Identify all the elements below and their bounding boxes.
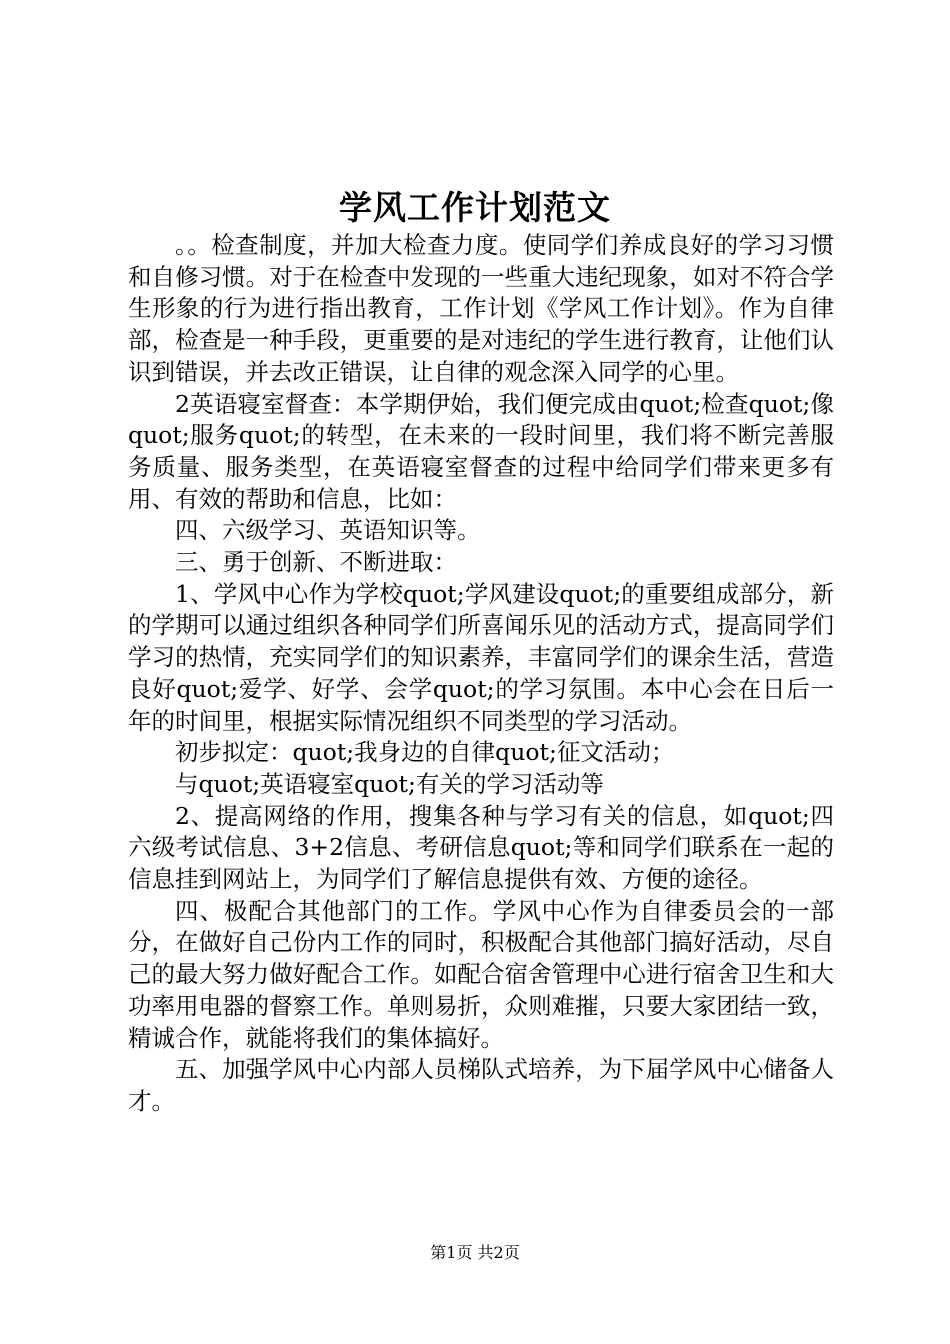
paragraph-9: 四、极配合其他部门的工作。学风中心作为自律委员会的一部分，在做好自己份内工作的同时，积极配合其他部门搞好活动，尽自己的最大努力做好配合工作。如配合宿舍管理中心进行宿舍卫生和大功率用电器的督察工作。单则易折，众则难摧，只要大家团结一致，精诚合作，就能将我们的集体搞好。: [128, 896, 834, 1052]
paragraph-7: 与quot;英语寝室quot;有关的学习活动等: [175, 769, 604, 798]
paragraph-8: 2、提高网络的作用，搜集各种与学习有关的信息，如quot;四六级考试信息、3+2信息、考研信息quot;等和同学们联系在一起的信息挂到网站上，为同学们了解信息提供有效、方便的途径。: [128, 801, 834, 894]
document-title: 学风工作计划范文: [339, 188, 611, 227]
page-footer: 第1页 共2页: [430, 1243, 520, 1262]
paragraph-6: 初步拟定：quot;我身边的自律quot;征文活动；: [175, 738, 675, 767]
paragraph-1: 。。检查制度，并加大检查力度。使同学们养成良好的学习习惯和自修习惯。对于在检查中发现的一些重大违纪现象，如对不符合学生形象的行为进行指出教育，工作计划《学风工作计划》。作为自律部，检查是一种手段，更重要的是对违纪的学生进行教育，让他们认识到错误，并去改正错误，让自律的观念深入同学的心里。: [128, 231, 834, 386]
paragraph-2: 2英语寝室督查：本学期伊始，我们便完成由quot;检查quot;像quot;服务quot;的转型，在未来的一段时间里，我们将不断完善服务质量、服务类型，在英语寝室督查的过程中给同学们带来更多有用、有效的帮助和信息，比如：: [128, 389, 834, 513]
paragraph-5: 1、学风中心作为学校quot;学风建设quot;的重要组成部分，新的学期可以通过组织各种同学们所喜闻乐见的活动方式，提高同学们学习的热情，充实同学们的知识素养，丰富同学们的课余生活，营造良好quot;爱学、好学、会学quot;的学习氛围。本中心会在日后一年的时间里，根据实际情况组织不同类型的学习活动。: [128, 579, 834, 735]
paragraph-4: 三、勇于创新、不断进取：: [175, 548, 457, 577]
document-body: [128, 230, 834, 1118]
paragraph-10: 五、加强学风中心内部人员梯队式培养，为下届学风中心储备人才。: [128, 1055, 834, 1115]
paragraph-3: 四、六级学习、英语知识等。: [175, 516, 481, 545]
